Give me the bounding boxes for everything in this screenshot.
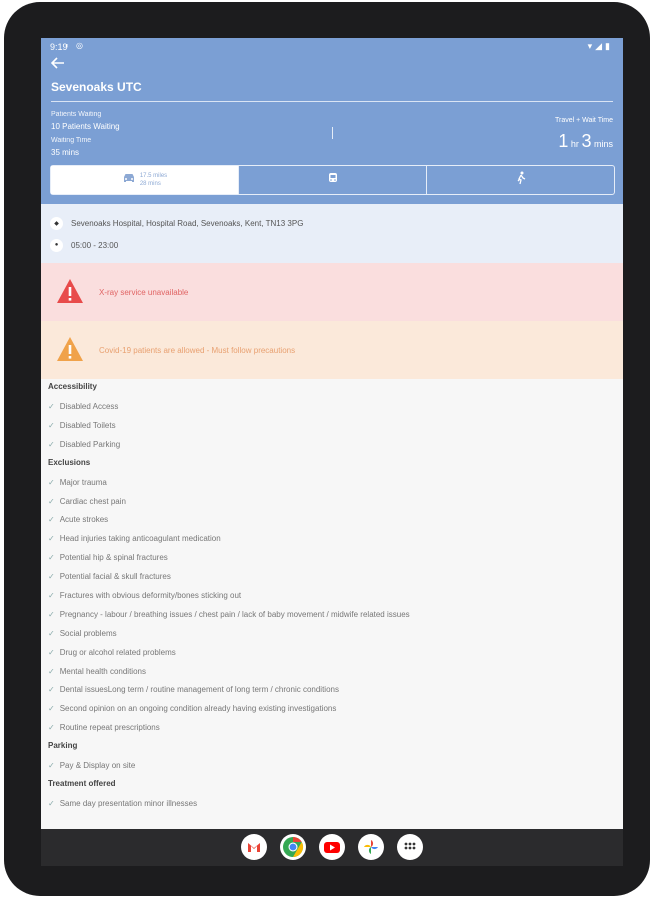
car-distance: 17.5 miles: [139, 173, 168, 179]
waiting-time-label: Waiting Time: [51, 137, 92, 144]
check-icon: ✓: [48, 420, 55, 430]
travel-wait-time: [558, 131, 613, 152]
list-item: [41, 587, 623, 606]
list-item-text: Disabled Parking: [59, 439, 121, 449]
list-item-text: Acute strokes: [59, 515, 109, 525]
list-item-text: Disabled Toilets: [59, 420, 116, 430]
check-icon: ✓: [48, 628, 55, 638]
car-time: 28 mins: [139, 181, 161, 187]
tab-train[interactable]: [238, 166, 426, 194]
list-item: [41, 436, 623, 455]
list-item-text: Drug or alcohol related problems: [59, 647, 176, 657]
chrome-icon[interactable]: [280, 834, 306, 860]
patients-waiting-label: Patients Waiting: [51, 111, 102, 118]
header: [41, 38, 623, 204]
section-title-treatment: Treatment offered: [48, 779, 116, 789]
car-icon: [122, 171, 136, 189]
check-icon: ✓: [48, 572, 55, 582]
gmail-icon[interactable]: [241, 834, 267, 860]
youtube-icon[interactable]: [319, 834, 345, 860]
check-icon: ✓: [48, 534, 55, 544]
photos-icon[interactable]: [358, 834, 384, 860]
section-title-exclusions: Exclusions: [48, 457, 91, 467]
header-divider: [51, 101, 613, 102]
list-item-text: Mental health conditions: [59, 666, 146, 676]
list-item: [41, 511, 623, 530]
check-icon: ✓: [48, 402, 55, 411]
list-item: [41, 417, 623, 436]
travel-wait-label: Travel + Wait Time: [554, 117, 613, 124]
check-icon: ✓: [48, 609, 55, 619]
list-item-text: Routine repeat prescriptions: [59, 723, 160, 733]
check-icon: ✓: [48, 496, 55, 506]
hours-text: 05:00 - 23:00: [71, 240, 119, 250]
check-icon: ✓: [48, 799, 55, 809]
list-item: [41, 474, 623, 493]
check-icon: ✓: [48, 723, 55, 733]
list-item-text: Same day presentation minor illnesses: [59, 799, 198, 809]
app-drawer-icon[interactable]: [397, 834, 423, 860]
list-item-text: Major trauma: [59, 477, 107, 487]
tab-walk[interactable]: [426, 166, 614, 194]
accessibility-list: [41, 398, 623, 455]
dock: [41, 829, 623, 866]
status-bar: [41, 38, 623, 56]
check-icon: ✓: [48, 591, 55, 601]
alert-xray: [41, 263, 623, 321]
list-item-text: Potential hip & spinal fractures: [59, 553, 168, 563]
check-icon: ✓: [48, 704, 55, 714]
check-icon: ✓: [48, 761, 55, 771]
patients-waiting-value: 10 Patients Waiting: [51, 122, 120, 131]
status-time: 9:19: [50, 42, 68, 52]
details-list: [41, 379, 623, 829]
section-title-parking: Parking: [48, 741, 78, 751]
list-item: [41, 700, 623, 719]
system-icons: ▾◢▮: [587, 41, 613, 51]
check-icon: ✓: [48, 553, 55, 563]
section-title-accessibility: Accessibility: [48, 382, 97, 391]
tab-car[interactable]: [51, 166, 238, 194]
treatment-list: [41, 795, 623, 814]
list-item: [41, 681, 623, 700]
list-item-text: Pregnancy - labour / breathing issues / chest pain / lack of baby movement / midwife related issues: [59, 609, 410, 619]
check-icon: ✓: [48, 666, 55, 676]
list-item: [41, 719, 623, 738]
car-info: [140, 172, 167, 188]
screen: [41, 38, 623, 866]
train-icon: [327, 171, 339, 189]
parking-list: [41, 757, 623, 776]
list-item: [41, 398, 623, 417]
list-item-text: Head injuries taking anticoagulant medication: [59, 534, 221, 544]
list-item-text: Potential facial & skull fractures: [59, 572, 171, 582]
list-item: [41, 625, 623, 644]
check-icon: ✓: [48, 477, 55, 487]
travel-hours: 1: [558, 131, 569, 151]
hours-row: [50, 238, 118, 252]
check-icon: ✓: [48, 647, 55, 657]
waiting-time-value: 35 mins: [51, 148, 80, 157]
list-item: [41, 663, 623, 682]
list-item: [41, 493, 623, 512]
clock-icon: ●: [50, 239, 63, 252]
back-arrow-icon[interactable]: [51, 56, 71, 76]
list-item-text: Disabled Access: [59, 402, 119, 411]
list-item-text: Fractures with obvious deformity/bones sticking out: [59, 591, 242, 601]
list-item-text: Cardiac chest pain: [59, 496, 126, 506]
address-panel: [41, 204, 623, 263]
list-item: [41, 530, 623, 549]
alert-text: X-ray service unavailable: [99, 287, 189, 297]
walk-icon: [515, 171, 527, 190]
notification-icons: ◐ ◎: [65, 41, 86, 50]
list-item: [41, 795, 623, 814]
warning-icon: [41, 336, 99, 364]
list-item: [41, 549, 623, 568]
list-item: [41, 644, 623, 663]
travel-hr-unit: hr: [570, 139, 579, 149]
alert-text: Covid-19 patients are allowed - Must follow precautions: [99, 345, 296, 355]
check-icon: ✓: [48, 515, 55, 525]
page-title: Sevenoaks UTC: [51, 80, 142, 94]
list-item-text: Pay & Display on site: [59, 761, 136, 771]
travel-mode-tabs: [50, 165, 615, 195]
tablet-frame: [4, 2, 650, 896]
header-vertical-divider: [332, 127, 333, 139]
list-item-text: Second opinion on an ongoing condition already having existing investigations: [59, 704, 337, 714]
check-icon: ✓: [48, 685, 55, 695]
list-item-text: Dental issuesLong term / routine management of long term / chronic conditions: [59, 685, 339, 695]
location-icon: ◆: [50, 217, 63, 230]
address-text: Sevenoaks Hospital, Hospital Road, Sevenoaks, Kent, TN13 3PG: [71, 218, 304, 228]
list-item-text: Social problems: [59, 628, 117, 638]
list-item: [41, 757, 623, 776]
travel-minutes: 3: [581, 131, 592, 151]
travel-min-unit: mins: [593, 139, 613, 149]
list-item: [41, 568, 623, 587]
exclusions-list: [41, 474, 623, 738]
alert-covid: [41, 321, 623, 379]
warning-icon: [41, 278, 99, 306]
list-item: [41, 606, 623, 625]
address-row: [50, 216, 303, 230]
check-icon: ✓: [48, 439, 55, 449]
